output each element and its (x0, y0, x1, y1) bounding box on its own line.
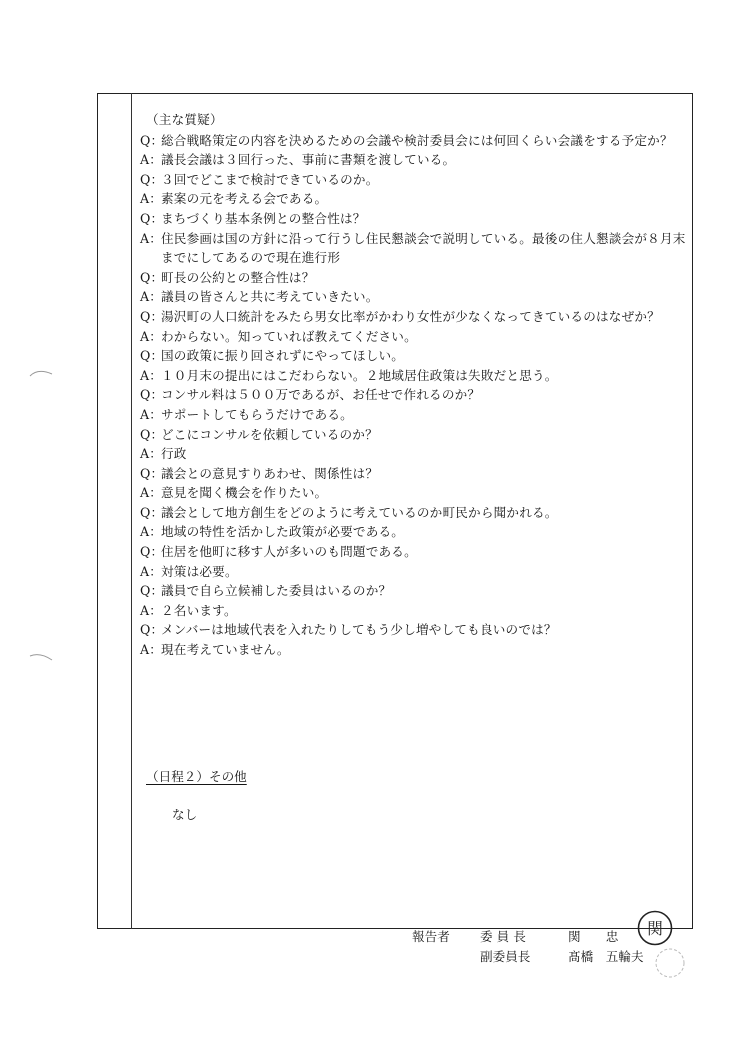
qa-label: A： (140, 563, 163, 579)
table-left-column-line (131, 93, 132, 929)
qa-section (140, 110, 688, 660)
qa-text: 総合戦略策定の内容を決めるための会議や検討委員会には何回くらい会議をする予定か？ (161, 132, 673, 148)
qa-label: Q： (140, 308, 164, 324)
qa-row (140, 385, 688, 405)
qa-row (140, 209, 688, 229)
qa-row (140, 287, 688, 307)
qa-label: Q： (140, 269, 164, 285)
qa-text: 現在考えていません。 (161, 642, 290, 658)
qa-row (140, 268, 688, 288)
qa-label: A： (140, 289, 163, 305)
qa-text: 議員で自ら立候補した委員はいるのか？ (161, 583, 392, 599)
qa-label: A： (140, 230, 163, 246)
qa-row (140, 366, 688, 386)
qa-text: 住居を他町に移す人が多いのも問題である。 (161, 544, 417, 560)
qa-label: Q： (140, 132, 164, 148)
qa-text: 素案の元を考える会である。 (161, 191, 328, 207)
qa-label: Q： (140, 426, 164, 442)
qa-row (140, 464, 688, 484)
qa-text: ３回でどこまで検討できているのか。 (161, 171, 379, 187)
qa-label: Q： (140, 583, 164, 599)
qa-text: 国の政策に振り回されずにやってほしい。 (161, 348, 405, 364)
qa-row (140, 601, 688, 621)
qa-row (140, 562, 688, 582)
qa-label: A： (140, 152, 163, 168)
qa-label: A： (140, 191, 163, 207)
qa-text: わからない。知っていれば教えてください。 (161, 328, 417, 344)
seal-stamp-text: 関 (646, 919, 664, 938)
qa-label: Q： (140, 465, 164, 481)
qa-label: Q： (140, 171, 164, 187)
qa-text: 行政 (161, 446, 187, 462)
reporter-label-spacer (412, 947, 480, 967)
qa-row (140, 170, 688, 190)
qa-label: A： (140, 367, 163, 383)
qa-row (140, 640, 688, 660)
qa-row (140, 346, 688, 366)
qa-row (140, 581, 688, 601)
qa-text: 議員の皆さんと共に考えていきたい。 (161, 289, 379, 305)
qa-text: まちづくり基本条例との整合性は？ (161, 210, 366, 226)
vice-role: 副委員長 (480, 949, 531, 964)
qa-text: 対策は必要。 (161, 563, 238, 579)
qa-row (140, 444, 688, 464)
qa-label: A： (140, 485, 163, 501)
qa-label: Q： (140, 387, 164, 403)
qa-label: A： (140, 602, 163, 618)
qa-text: メンバーは地域代表を入れたりしてもう少し増やしても良いのでは？ (161, 622, 557, 638)
qa-row (140, 425, 688, 445)
seal-stamp-icon (636, 909, 674, 947)
qa-text: サポートしてもらうだけである。 (161, 406, 353, 422)
qa-row (140, 522, 688, 542)
qa-row (140, 405, 688, 425)
section2-title: （日程２）その他 (146, 769, 247, 784)
qa-text: コンサル料は５００万であるが、お任せで作れるのか？ (161, 387, 481, 403)
qa-label: A： (140, 524, 163, 540)
qa-row (140, 150, 688, 170)
qa-row (140, 307, 688, 327)
faint-seal-icon (652, 945, 688, 981)
margin-mark (28, 650, 54, 664)
qa-row (140, 229, 688, 268)
qa-label: Q： (140, 544, 164, 560)
qa-label: Q： (140, 504, 164, 520)
qa-text: 意見を聞く機会を作りたい。 (161, 485, 328, 501)
qa-text: 議会として地方創生をどのように考えているのか町民から聞かれる。 (161, 504, 558, 520)
qa-text: 地域の特性を活かした政策が必要である。 (161, 524, 405, 540)
qa-label: A： (140, 642, 163, 658)
qa-list (140, 131, 688, 660)
chair-role: 委 員 長 (480, 929, 526, 944)
qa-text: ２名います。 (161, 602, 237, 618)
section2-body: なし (172, 807, 198, 822)
qa-label: Q： (140, 348, 164, 364)
reporter-label: 報告者 (412, 929, 450, 944)
qa-row (140, 189, 688, 209)
reporter-row-vice (412, 947, 678, 967)
qa-row (140, 131, 688, 151)
qa-text: 湯沢町の人口統計をみたら男女比率がかわり女性が少なくなってきているのはなぜか？ (161, 308, 660, 324)
chair-name: 関 忠 (568, 929, 619, 944)
qa-row (140, 503, 688, 523)
qa-text: 住民参画は国の方針に沿って行うし住民懇談会で説明している。最後の住人懇談会が８月末までにしてあるので現在進行形 (161, 230, 686, 266)
qa-row (140, 620, 688, 640)
qa-label: Q： (140, 622, 164, 638)
qa-text: １０月末の提出にはこだわらない。２地域居住政策は失敗だと思う。 (161, 367, 558, 383)
section-heading: （主な質疑） (146, 112, 223, 127)
qa-label: A： (140, 328, 163, 344)
qa-text: 議長会議は３回行った、事前に書類を渡している。 (161, 152, 456, 168)
qa-label: Q： (140, 210, 164, 226)
qa-row (140, 542, 688, 562)
qa-label: A： (140, 446, 163, 462)
qa-label: A： (140, 406, 163, 422)
margin-mark (28, 366, 54, 380)
qa-text: 議会との意見すりあわせ、関係性は？ (161, 465, 379, 481)
qa-row (140, 327, 688, 347)
qa-text: 町長の公約との整合性は？ (161, 269, 315, 285)
qa-row (140, 483, 688, 503)
vice-name: 髙橋 五輪夫 (568, 949, 644, 964)
qa-text: どこにコンサルを依頼しているのか？ (161, 426, 378, 442)
